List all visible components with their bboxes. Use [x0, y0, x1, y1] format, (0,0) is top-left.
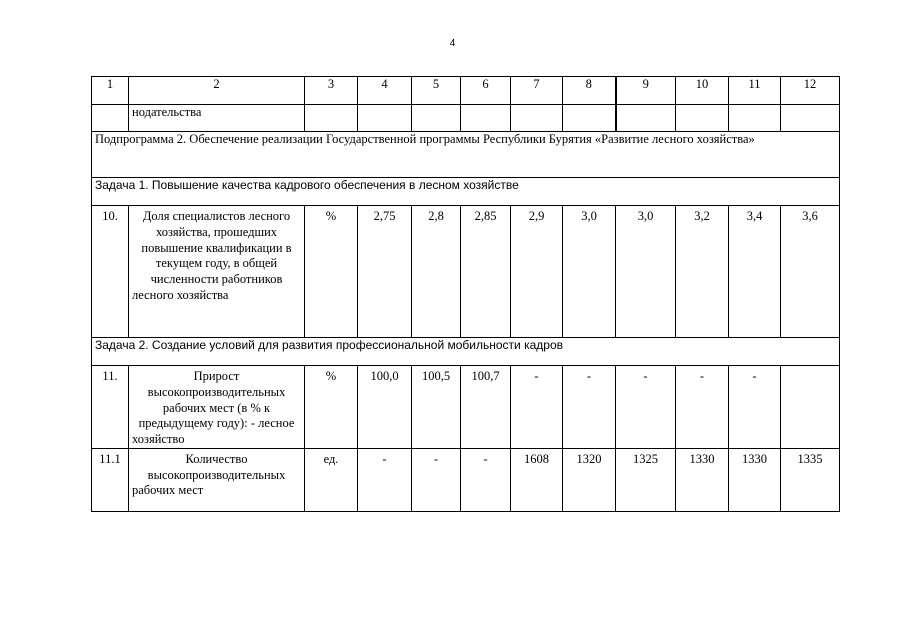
unit-cell: %	[305, 366, 358, 449]
indicators-table	[91, 76, 840, 512]
table-cell	[676, 105, 729, 132]
table-row	[92, 366, 840, 449]
page-number: 4	[449, 38, 456, 49]
value-cell: 2,85	[461, 206, 511, 338]
table-cell	[616, 105, 676, 132]
task-row	[92, 178, 840, 206]
row-number: 11.	[92, 366, 129, 449]
value-cell: -	[461, 448, 511, 511]
header-cell: 1	[92, 77, 129, 105]
continuation-text: нодательства	[129, 105, 305, 132]
header-cell: 4	[358, 77, 412, 105]
subprogram-row	[92, 132, 840, 178]
table-cell	[92, 105, 129, 132]
value-cell: -	[676, 366, 729, 449]
value-cell: 1608	[511, 448, 563, 511]
header-cell: 10	[676, 77, 729, 105]
value-cell: 1325	[616, 448, 676, 511]
task-2-heading: Задача 2. Создание условий для развития профессиональной мобильности кадров	[92, 338, 840, 366]
header-cell: 5	[412, 77, 461, 105]
value-cell: -	[511, 366, 563, 449]
table-cell	[781, 105, 840, 132]
table-cell	[461, 105, 511, 132]
indicator-name: Прирост высокопроизводительных рабочих мест (в % к предыдущему году): - лесное хозяйство	[129, 366, 305, 449]
table-row	[92, 448, 840, 511]
value-cell: 1330	[676, 448, 729, 511]
value-cell: -	[358, 448, 412, 511]
value-cell: 2,9	[511, 206, 563, 338]
header-cell: 6	[461, 77, 511, 105]
task-row	[92, 338, 840, 366]
row-number: 10.	[92, 206, 129, 338]
header-row	[92, 77, 840, 105]
table-cell	[729, 105, 781, 132]
table-cell	[412, 105, 461, 132]
value-cell: 3,4	[729, 206, 781, 338]
value-cell: -	[616, 366, 676, 449]
table-row	[92, 206, 840, 338]
table-cell	[305, 105, 358, 132]
header-cell: 2	[129, 77, 305, 105]
header-cell: 7	[511, 77, 563, 105]
value-cell: 3,0	[563, 206, 616, 338]
value-cell: 3,6	[781, 206, 840, 338]
table-cell	[563, 105, 616, 132]
header-cell: 9	[616, 77, 676, 105]
header-cell: 12	[781, 77, 840, 105]
value-cell: 100,0	[358, 366, 412, 449]
header-cell: 11	[729, 77, 781, 105]
indicator-name: Количество высокопроизводительных рабочих мест	[129, 448, 305, 511]
value-cell: -	[729, 366, 781, 449]
table-cell	[511, 105, 563, 132]
value-cell: 2,8	[412, 206, 461, 338]
task-1-heading: Задача 1. Повышение качества кадрового обеспечения в лесном хозяйстве	[92, 178, 840, 206]
value-cell: 1320	[563, 448, 616, 511]
value-cell: 1330	[729, 448, 781, 511]
value-cell: -	[563, 366, 616, 449]
value-cell: 3,0	[616, 206, 676, 338]
indicator-name: Доля специалистов лесного хозяйства, прошедших повышение квалификации в текущем году, в общей численности работников лесного хозяйства	[129, 206, 305, 338]
subprogram-heading: Подпрограмма 2. Обеспечение реализации Государственной программы Республики Бурятия «Развитие лесного хозяйства»	[92, 132, 840, 178]
unit-cell: %	[305, 206, 358, 338]
table-cell	[358, 105, 412, 132]
value-cell	[781, 366, 840, 449]
header-cell: 3	[305, 77, 358, 105]
value-cell: -	[412, 448, 461, 511]
value-cell: 2,75	[358, 206, 412, 338]
continuation-row	[92, 105, 840, 132]
row-number: 11.1	[92, 448, 129, 511]
header-cell: 8	[563, 77, 616, 105]
unit-cell: ед.	[305, 448, 358, 511]
value-cell: 100,7	[461, 366, 511, 449]
value-cell: 100,5	[412, 366, 461, 449]
value-cell: 1335	[781, 448, 840, 511]
value-cell: 3,2	[676, 206, 729, 338]
